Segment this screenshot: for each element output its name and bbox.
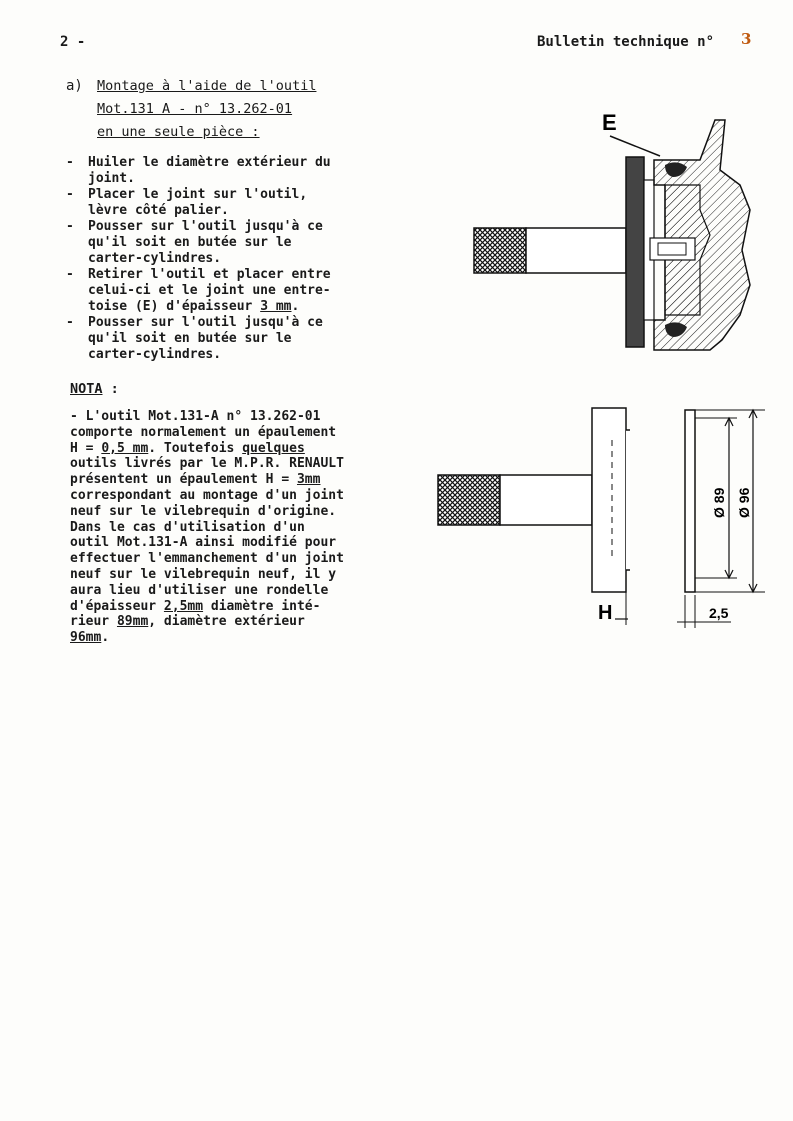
section-letter: a) bbox=[66, 78, 83, 94]
inner-diameter-label: Ø 89 bbox=[711, 487, 727, 518]
tool-shaft bbox=[526, 228, 626, 273]
knurled-handle bbox=[438, 475, 500, 525]
spacer-label: E bbox=[602, 110, 617, 135]
section-heading-line-3: en une seule pièce : bbox=[97, 124, 260, 140]
procedure-step: - Pousser sur l'outil jusqu'à ce qu'il soit en butée sur le carter-cylindres. bbox=[66, 315, 323, 362]
tool-shaft bbox=[500, 475, 592, 525]
procedure-step: - Huiler le diamètre extérieur du joint. bbox=[66, 155, 331, 186]
tool-side-view bbox=[430, 400, 630, 630]
section-heading-line-2: Mot.131 A - n° 13.262-01 bbox=[97, 101, 293, 117]
nota-paragraph: - L'outil Mot.131-A n° 13.262-01 comporte normalement un épaulement H = 0,5 mm. Toutefois quelques outils livrés par le M.P.R. RENAULT présentent un épaulement H = 3mm correspondant au montage d'un joint neuf sur le vilebrequin d'origine. Dans le cas d'utilisation d'un outil Mot.131-A ainsi modifié pour effectuer l'emmanchement d'un joint neuf sur le vilebrequin neuf, il y aura lieu d'utiliser une rondelle d'épaisseur 2,5mm diamètre inté- rieur 89mm, diamètre extérieur 96mm. bbox=[70, 409, 344, 646]
washer-section bbox=[685, 410, 695, 592]
assembly-diagram bbox=[460, 100, 780, 370]
procedure-steps bbox=[66, 155, 396, 363]
shoulder-dimension-label: H bbox=[598, 602, 613, 624]
procedure-step: - Retirer l'outil et placer entre celui-ci et le joint une entre- toise (E) d'épaisseur 3 mm. bbox=[66, 267, 331, 314]
bulletin-title: Bulletin technique n° bbox=[537, 34, 715, 50]
tool-plate bbox=[592, 408, 626, 592]
knurled-handle bbox=[474, 228, 526, 273]
outer-diameter-label: Ø 96 bbox=[736, 487, 752, 518]
tool-plate bbox=[626, 157, 644, 347]
page-number: 2 - bbox=[60, 34, 86, 50]
procedure-step: - Placer le joint sur l'outil, lèvre côté palier. bbox=[66, 187, 308, 218]
nota-heading: NOTA : bbox=[70, 381, 119, 397]
thickness-label: 2,5 bbox=[709, 605, 729, 621]
procedure-step: - Pousser sur l'outil jusqu'à ce qu'il soit en butée sur le carter-cylindres. bbox=[66, 219, 323, 266]
tool-shoulder bbox=[626, 430, 630, 570]
section-heading-line-1: Montage à l'aide de l'outil bbox=[97, 78, 317, 94]
washer-diagram bbox=[665, 400, 780, 630]
handwritten-bulletin-number: 3 bbox=[741, 30, 752, 48]
